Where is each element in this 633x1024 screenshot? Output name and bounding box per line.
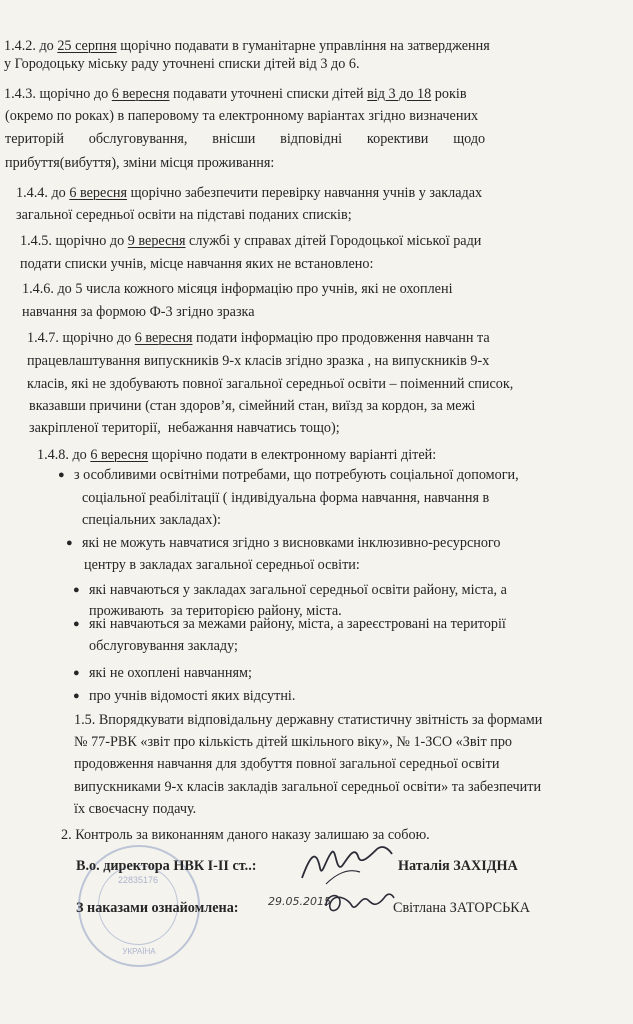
text-line [5,107,633,125]
text-line [89,615,633,633]
text-run: років [431,86,467,102]
text-run: які не охоплені навчанням; [89,665,252,681]
underlined-date: 6 вересня [69,185,128,201]
text-run: 1.4.3. щорічно до [4,86,112,102]
text-run: № 77-РВК «звіт про кількість дітей шкільного віку», № 1-ЗСО «Звіт про [74,734,513,750]
text-run: спеціальних закладах): [82,512,221,528]
bullet-icon: ● [73,584,80,596]
text-run: 1.4.7. щорічно до [27,330,135,346]
text-line [22,280,633,298]
text-run: 1.4.4. до [16,185,70,201]
text-line [74,733,633,751]
text-run: які навчаються у закладах загальної середньої освіти району, міста, а [89,582,507,598]
text-run: службі у справах дітей Городоцької міської ради [185,233,482,249]
director-signature [296,838,396,890]
text-line [89,581,633,599]
text-line [74,800,633,818]
underlined-date: 25 серпня [57,38,117,54]
text-line [74,466,633,484]
bullet-icon: ● [58,469,65,481]
text-line [84,556,633,574]
text-run: 1.4.2. до [4,38,58,54]
text-run: подати інформацію про продовження навчанн та [192,330,490,346]
text-line [4,55,633,73]
underlined-date: 6 вересня [111,86,170,102]
text-run: які навчаються за межами району, міста, а зареєстровані на території [89,616,506,632]
text-line [82,511,633,529]
text-run: їх своєчасну подачу. [74,801,197,817]
text-line [74,755,633,773]
acknowledgement-signature [318,884,398,920]
text-run: навчання за формою Ф-3 згідно зразка [22,304,255,320]
bullet-icon: ● [73,618,80,630]
text-run: обслуговування закладу; [89,638,238,654]
text-run: 1.4.5. щорічно до [20,233,128,249]
bullet-icon: ● [73,667,80,679]
text-run: про учнів відомості яких відсутні. [89,688,296,704]
text-line [16,184,633,202]
text-line [4,37,633,55]
underlined-date: від 3 до 18 [367,86,432,102]
text-run: подати списки учнів, місце навчання яких не встановлено: [20,256,374,272]
text-run: (окремо по роках) в паперовому та електронному варіантах згідно визначених [5,108,479,124]
text-run: продовження навчання для здобуття повної загальної середньої освіти [74,756,500,772]
stamp-code: 22835176 [117,875,159,885]
acknowledgement-label: З наказами ознайомлена: [76,900,239,916]
text-line [74,778,633,796]
text-run: центру в закладах загальної середньої освіти: [84,557,360,573]
text-line [82,489,633,507]
text-run: класів, які не здобувають повної загальної середньої освіти – поіменний список, [27,376,514,392]
text-run: загальної середньої освіти на підставі поданих списків; [16,207,352,223]
text-line [5,154,633,172]
text-line [27,329,633,347]
text-run: подавати уточнені списки дітей [169,86,368,102]
text-line [89,637,633,655]
text-run: з особливими освітніми потребами, що потребують соціальної допомоги, [74,467,519,483]
text-run: 1.4.6. до 5 числа кожного місяця інформацію про учнів, які не охоплені [22,281,453,297]
text-line [16,206,633,224]
text-line [27,375,633,393]
underlined-date: 9 вересня [127,233,186,249]
text-run: прибуття(вибуття), зміни місця проживання: [5,155,275,171]
acknowledgement-date: 29.05.2015 [268,895,331,908]
text-line [27,352,633,370]
text-line [4,85,633,103]
text-run: випускниками 9-х класів закладів загальної середньої освіти» та забезпечити [74,779,542,795]
text-run: 1.5. Впорядкувати відповідальну державну статистичну звітність за формами [74,712,543,728]
text-run: територій обслуговування, внісши відповідні корективи щодо [5,131,486,147]
text-run: у Городоцьку міську раду уточнені списки дітей від 3 до 6. [4,56,360,72]
text-line [74,711,633,729]
underlined-date: 6 вересня [134,330,193,346]
bullet-icon: ● [73,690,80,702]
text-line [20,232,633,250]
text-line [20,255,633,273]
text-run: працевлаштування випускників 9-х класів згідно зразка , на випускників 9-х [27,353,490,369]
director-label: В.о. директора НВК І-ІІ ст..: [76,858,257,874]
text-run: які не можуть навчатися згідно з висновками інклюзивно-ресурсного [82,535,501,551]
text-run: вказавши причини (стан здоров’я, сімейний стан, виїзд за кордон, за межі [29,398,476,414]
bullet-icon: ● [66,537,73,549]
director-name: Наталія ЗАХІДНА [398,858,518,874]
text-run: соціальної реабілітації ( індивідуальна форма навчання, навчання в [82,490,490,506]
text-line [5,130,633,148]
text-line [37,446,633,464]
text-line [89,664,633,682]
text-run: 2. Контроль за виконанням даного наказу залишаю за собою. [61,827,430,843]
text-line [89,687,633,705]
stamp-country: УКРАЇНА [122,947,156,956]
acknowledgement-name: Світлана ЗАТОРСЬКА [393,900,530,916]
underlined-date: 6 вересня [90,447,149,463]
text-run: 1.4.8. до [37,447,91,463]
text-run: щорічно подати в електронному варіанті дітей: [148,447,437,463]
text-line [29,419,633,437]
text-run: щорічно подавати в гуманітарне управління на затвердження [116,38,490,54]
text-run: щорічно забезпечити перевірку навчання учнів у закладах [127,185,483,201]
text-line [22,303,633,321]
text-run: закріпленої території, небажання навчатись тощо); [29,420,340,436]
text-run: проживають за територією району, міста. [89,603,342,619]
text-line [82,534,633,552]
text-line [29,397,633,415]
